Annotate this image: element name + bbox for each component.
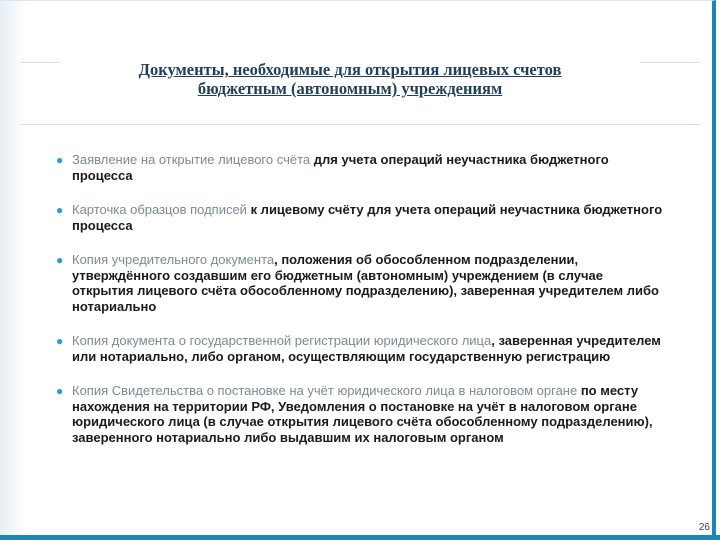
slide-title bbox=[60, 60, 640, 98]
bullet-icon: ● bbox=[56, 153, 64, 167]
item-text: , заверенная учредителем или нотариально, либо органом, осуществляющим государственную регистрацию bbox=[72, 333, 661, 364]
list-item bbox=[56, 333, 666, 364]
item-lead-text: Копия Свидетельства о постановке на учёт юридического лица в налоговом органе bbox=[72, 383, 578, 398]
documents-list bbox=[56, 152, 666, 464]
list-item bbox=[56, 202, 666, 233]
bullet-icon: ● bbox=[56, 384, 64, 398]
title-line-1: Документы, необходимые для открытия лицевых счетов bbox=[138, 60, 562, 79]
item-text: к лицевому счёту для учета операций неучастника бюджетного процесса bbox=[72, 202, 663, 233]
page-number: 26 bbox=[698, 522, 710, 533]
list-item bbox=[56, 252, 666, 314]
item-text: по месту нахождения на территории РФ, Уведомления о постановке на учёт в налоговом органе юридического лица (в случае открытия лицевого счёта обособленному подразделению), заверенного нотариально либо выдавшим их налоговым органом bbox=[72, 383, 653, 445]
list-item bbox=[56, 152, 666, 183]
item-text: для учета операций неучастника бюджетного процесса bbox=[72, 152, 609, 183]
bullet-icon: ● bbox=[56, 334, 64, 348]
item-text: , положения об обособленном подразделении, утверждённого создавшим его бюджетным (автономным) учреждением (в случае открытия лицевого счёта обособленному подразделению), заверенная учредителем либо нотариально bbox=[72, 252, 659, 314]
bullet-icon: ● bbox=[56, 253, 64, 267]
item-lead-text: Копия учредительного документа bbox=[72, 252, 275, 267]
item-lead-text: Заявление на открытие лицевого счёта bbox=[72, 152, 311, 167]
item-lead-text: Копия документа о государственной регистрации юридического лица bbox=[72, 333, 492, 348]
bottom-accent-bar bbox=[0, 535, 720, 540]
item-lead-text: Карточка образцов подписей bbox=[72, 202, 247, 217]
title-line-2: бюджетным (автономным) учреждениям bbox=[197, 79, 503, 98]
list-item bbox=[56, 383, 666, 445]
bullet-icon: ● bbox=[56, 203, 64, 217]
